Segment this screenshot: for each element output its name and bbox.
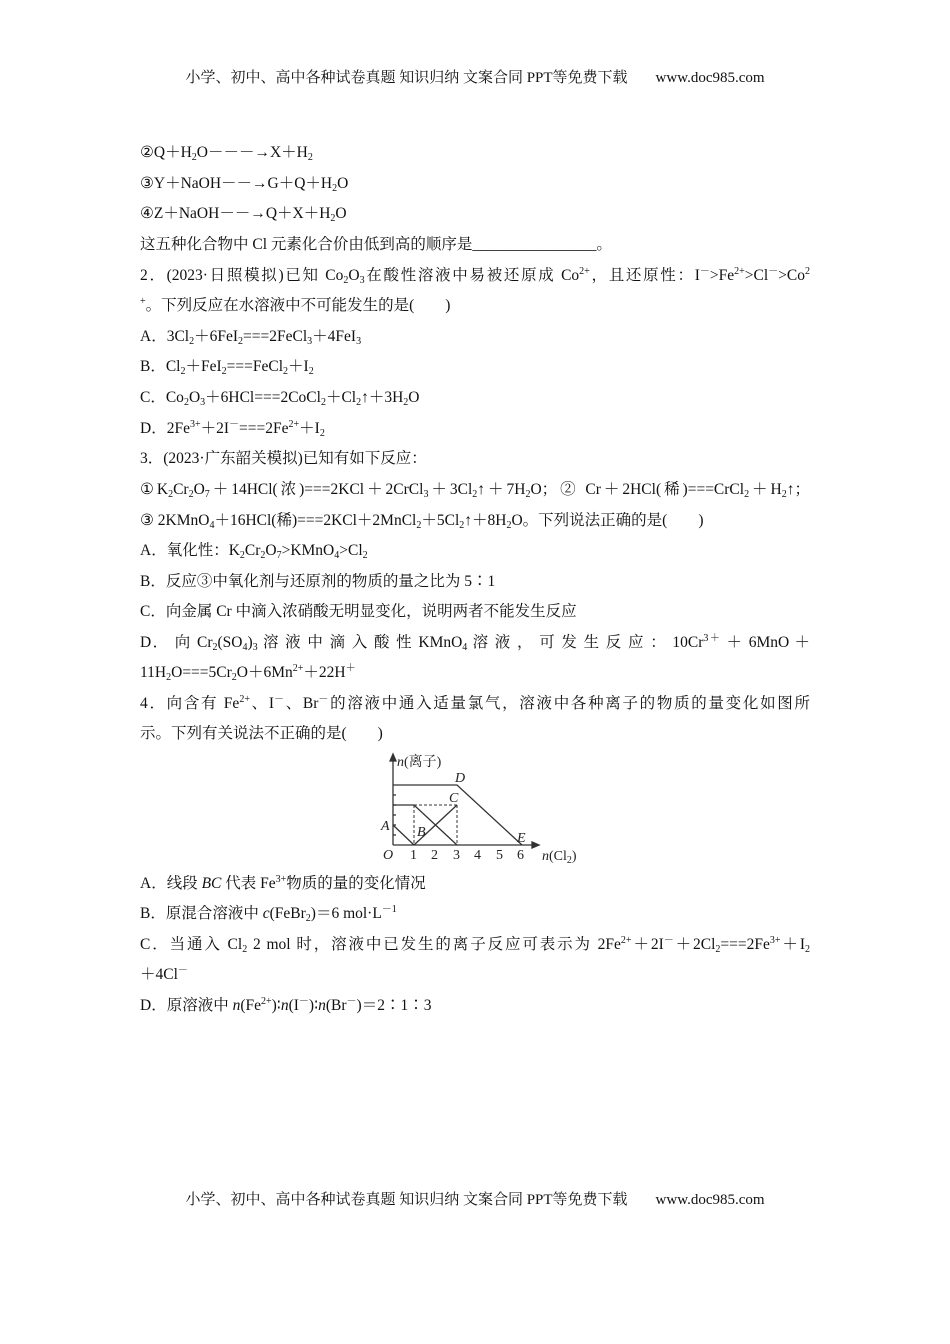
text-run: 2 (168, 489, 174, 500)
text-run: ) (247, 634, 253, 651)
x-axis-label: $n(Cl_2)$ (542, 849, 577, 866)
text-run: B．原混合溶液中 (140, 905, 263, 922)
point-d-label: D (455, 771, 466, 786)
text-run: 2 (239, 550, 245, 561)
text-run: 4．向含有 Fe (140, 695, 240, 712)
text-run: 2 (283, 366, 289, 377)
text-run: 3 (359, 275, 365, 286)
text-run: 这五种化合物中 Cl 元素化合价由低到高的顺序是________________。 (140, 236, 612, 253)
y-axis-arrow (390, 754, 396, 761)
text-run: O (188, 389, 201, 406)
text-run: 2 (805, 266, 810, 277)
text-run: ＋2I (631, 936, 664, 953)
text-run: (Br (325, 997, 347, 1014)
text-run: 2 (416, 520, 422, 531)
point-e-label: E (517, 831, 526, 846)
text-run: 、Br (284, 695, 319, 712)
footer-text: 小学、初中、高中各种试卷真题 知识归纳 文案合同 PPT等免费下载 (185, 1192, 628, 1208)
text-run: ＋6HCl===2CoCl (205, 389, 321, 406)
text-run: (Fe (240, 997, 261, 1014)
text-run: 2 (403, 397, 409, 408)
text-run: 2 (472, 489, 478, 500)
text-run: － (663, 935, 674, 946)
text-line (140, 444, 810, 474)
text-run: 2 (260, 550, 266, 561)
text-run: － (699, 266, 710, 277)
text-run: ①K (140, 481, 169, 498)
text-line (140, 169, 810, 199)
x-tick: 6 (517, 848, 524, 863)
text-run: 代表 Fe (221, 875, 276, 892)
text-run: >Cl (744, 267, 769, 284)
text-run: 的溶液中通入适量氯气，溶液中各种离子的物质的量变化如图所 (328, 695, 810, 712)
text-run: >Co (778, 267, 805, 284)
text-run: 2 (308, 366, 314, 377)
text-run: 溶 液 中 滴 入 酸 性 KMnO (257, 634, 463, 651)
page-header (0, 63, 950, 93)
text-run: － (298, 996, 309, 1007)
point-a-label: A (381, 819, 390, 834)
text-run: ＋FeI (185, 358, 222, 375)
text-run: ＋6FeI (194, 328, 239, 345)
text-run: ＋Cl (325, 389, 357, 406)
text-run: O；② Cr＋2HCl(稀)===CrCl (530, 481, 745, 498)
text-run: 4 (242, 642, 248, 653)
text-run: ＋3Cl (428, 481, 473, 498)
text-run: Cr (244, 542, 261, 559)
text-line (140, 658, 810, 688)
text-run: 2 (305, 913, 311, 924)
text-run: ＋I (780, 936, 805, 953)
text-run: A．3Cl (140, 328, 190, 345)
text-run: 3 (307, 336, 313, 347)
text-run: 4 (209, 520, 215, 531)
text-run: 物质的量的变化情况 (286, 875, 426, 892)
text-run: 2 (189, 336, 195, 347)
text-run: >Cl (339, 542, 363, 559)
line-i (393, 825, 414, 845)
text-run: 2 (183, 397, 189, 408)
text-run: Cr (173, 481, 189, 498)
text-run: 2 (212, 642, 218, 653)
text-line (140, 567, 810, 597)
text-run: ＋5Cl (421, 512, 460, 529)
text-run: O (348, 267, 360, 284)
text-run: O (193, 481, 205, 498)
text-run: c (262, 905, 270, 922)
text-run: D．2Fe (140, 420, 190, 437)
text-run: >KMnO (281, 542, 335, 559)
header-site: www.doc985.com (655, 70, 765, 86)
text-run: 7 (276, 550, 282, 561)
text-run: 2+ (288, 419, 300, 430)
text-run: ↑＋8H (464, 512, 507, 529)
x-tick: 4 (474, 848, 481, 863)
text-run: 、I (249, 695, 275, 712)
text-line (140, 261, 810, 291)
text-run: >Fe (709, 267, 735, 284)
text-run: － (318, 694, 329, 705)
text-run: O (265, 542, 277, 559)
x-tick: 2 (431, 848, 438, 863)
text-run: B．反应③中氧化剂与还原剂的物质的量之比为 5∶1 (140, 573, 496, 590)
text-run: n (280, 997, 289, 1014)
text-run: ＋22H (303, 664, 346, 681)
text-run: 2 (356, 397, 362, 408)
text-run: )＝6 mol·L (310, 905, 382, 922)
text-run: － (229, 419, 240, 430)
text-run: (SO (217, 634, 243, 651)
text-run: ↑＋7H (477, 481, 526, 498)
text-run: 2 (191, 152, 197, 163)
text-run: )∶ (271, 997, 281, 1014)
text-run: n (318, 997, 326, 1014)
text-run: D． 向 Cr (140, 634, 213, 651)
text-run: 11H (140, 664, 167, 681)
text-run: 3+ (189, 419, 201, 430)
text-run: ===FeCl (226, 358, 284, 375)
page-footer (0, 1185, 950, 1215)
text-run: 2+ (579, 266, 590, 277)
text-run: 7 (204, 489, 210, 500)
text-run: 2 (744, 489, 750, 500)
text-run: ＋ (345, 663, 356, 674)
text-run: O===5Cr (171, 664, 232, 681)
text-run: 3＋ (703, 633, 722, 644)
text-run: D．原溶液中 (140, 997, 233, 1014)
text-run: ＋2Cl (673, 936, 716, 953)
text-run: － (768, 266, 779, 277)
text-run: 3．(2023·广东韶关模拟)已知有如下反应： (140, 450, 427, 467)
text-run: O (337, 175, 349, 192)
text-line (140, 597, 810, 627)
text-run: O。下列说法正确的是( ) (511, 512, 704, 529)
text-run: 2 (320, 397, 326, 408)
text-run: 2 (781, 489, 787, 500)
text-line (140, 230, 810, 260)
text-run: ③Y＋NaOH－－→G＋Q＋H (140, 175, 333, 192)
text-run: 3 (200, 397, 206, 408)
text-run: ↑； (786, 481, 810, 498)
text-run: 在酸性溶液中易被还原成 Co (364, 267, 580, 284)
text-run: － (177, 965, 188, 976)
text-run: 2 (166, 672, 172, 683)
text-run: O (335, 205, 347, 222)
text-run: )＝2∶1∶3 (356, 997, 432, 1014)
text-run: ＋14HCl(浓)===2KCl＋2CrCl (209, 481, 424, 498)
text-run: ②Q＋H (140, 144, 192, 161)
text-run: 2+ (620, 935, 632, 946)
text-run: 4 (462, 642, 468, 653)
point-b-label: B (417, 825, 426, 840)
text-line (140, 991, 810, 1021)
text-run: 3+ (769, 935, 781, 946)
text-run: 2 (238, 336, 244, 347)
text-run: 2 (231, 672, 237, 683)
text-run: 2 (188, 489, 194, 500)
text-line (140, 322, 810, 352)
text-run: 。下列反应在水溶液中不可能发生的是( ) (145, 297, 451, 314)
text-line (140, 899, 810, 929)
text-run: ===2Fe (239, 420, 289, 437)
text-run: C．向金属 Cr 中滴入浓硝酸无明显变化，说明两者不能发生反应 (140, 603, 577, 620)
text-run: － (346, 996, 357, 1007)
text-run: ↑＋3H (361, 389, 404, 406)
text-run: 2+ (261, 996, 272, 1007)
x-tick: 3 (453, 848, 460, 863)
x-tick: 5 (496, 848, 503, 863)
text-run: 2+ (292, 663, 304, 674)
text-run: 3 (356, 336, 362, 347)
text-line (140, 689, 810, 719)
text-run: ＋4FeI (312, 328, 357, 345)
text-run: － (274, 694, 285, 705)
text-run: A．线段 (140, 875, 202, 892)
text-run: 4 (334, 550, 340, 561)
text-run: 3 (252, 642, 258, 653)
text-run: ，且还原性：I (589, 267, 700, 284)
text-run: 3 (423, 489, 429, 500)
origin-label: O (383, 848, 394, 863)
text-run: 示。下列有关说法不正确的是( ) (140, 725, 383, 742)
text-run: O－－－→X＋H (196, 144, 308, 161)
text-line (140, 414, 810, 444)
text-line (140, 506, 810, 536)
text-run: 2 (242, 944, 248, 955)
text-run: 2 (180, 366, 186, 377)
text-run: BC (201, 875, 222, 892)
text-run: 2 (221, 366, 227, 377)
text-run: (FeBr (269, 905, 306, 922)
text-run: －1 (381, 904, 397, 915)
text-run: ＋16HCl(稀)===2KCl＋2MnCl (214, 512, 417, 529)
text-run: 2 (525, 489, 531, 500)
text-run: C．Co (140, 389, 184, 406)
x-axis-arrow (532, 842, 539, 848)
text-run: ④Z＋NaOH－－→Q＋X＋H (140, 205, 331, 222)
text-run: 2 (459, 520, 465, 531)
text-line (140, 291, 810, 321)
text-run: ===2FeCl (243, 328, 308, 345)
footer-site: www.doc985.com (655, 1192, 765, 1208)
text-run: ＋ 6MnO ＋ (721, 634, 810, 651)
text-run: 2 (332, 183, 338, 194)
text-run: + (140, 296, 146, 307)
text-run: n (232, 997, 241, 1014)
text-line (140, 628, 810, 658)
text-line (140, 352, 810, 382)
text-run: C．当通入 Cl (140, 936, 243, 953)
text-run: 2 mol 时，溶液中已发生的离子反应可表示为 2Fe (247, 936, 621, 953)
text-run: 2 (715, 944, 721, 955)
text-run: ＋I (288, 358, 309, 375)
text-line (140, 199, 810, 229)
text-run: 3+ (275, 874, 287, 885)
text-run: 2．(2023·日照模拟)已知 Co (140, 267, 344, 284)
text-line (140, 138, 810, 168)
text-run: ＋I (299, 420, 320, 437)
text-run: (I (288, 997, 299, 1014)
header-text: 小学、初中、高中各种试卷真题 知识归纳 文案合同 PPT等免费下载 (185, 70, 628, 86)
text-run: 2+ (239, 694, 250, 705)
text-run: O＋6Mn (236, 664, 293, 681)
text-run: B．Cl (140, 358, 181, 375)
text-run: 2 (362, 550, 368, 561)
text-run: 2 (319, 428, 325, 439)
ion-amount-graph (355, 752, 585, 867)
text-line (140, 869, 810, 899)
text-run: ＋2I (200, 420, 230, 437)
point-c-label: C (449, 791, 459, 806)
text-run: 溶 液 ， 可 发 生 反 应 ： 10Cr (467, 634, 704, 651)
text-run: 2 (330, 213, 336, 224)
text-line (140, 930, 810, 960)
y-axis-label: n(离子) (397, 755, 442, 770)
text-line (140, 719, 810, 749)
text-run: 2 (804, 944, 810, 955)
text-run: ＋4Cl (140, 966, 178, 983)
text-run: ③ 2KMnO (140, 512, 210, 529)
text-run: 2 (343, 275, 349, 286)
text-run: ＋H (749, 481, 782, 498)
x-tick: 1 (410, 848, 417, 863)
text-line (140, 960, 810, 990)
text-line (140, 475, 810, 505)
text-run: )∶ (308, 997, 319, 1014)
text-run: 2 (307, 152, 313, 163)
text-line (140, 383, 810, 413)
text-run: 2+ (734, 266, 745, 277)
text-run: 2 (506, 520, 512, 531)
text-line (140, 536, 810, 566)
text-run: ===2Fe (720, 936, 770, 953)
text-run: O (408, 389, 420, 406)
text-run: A．氧化性：K (140, 542, 240, 559)
